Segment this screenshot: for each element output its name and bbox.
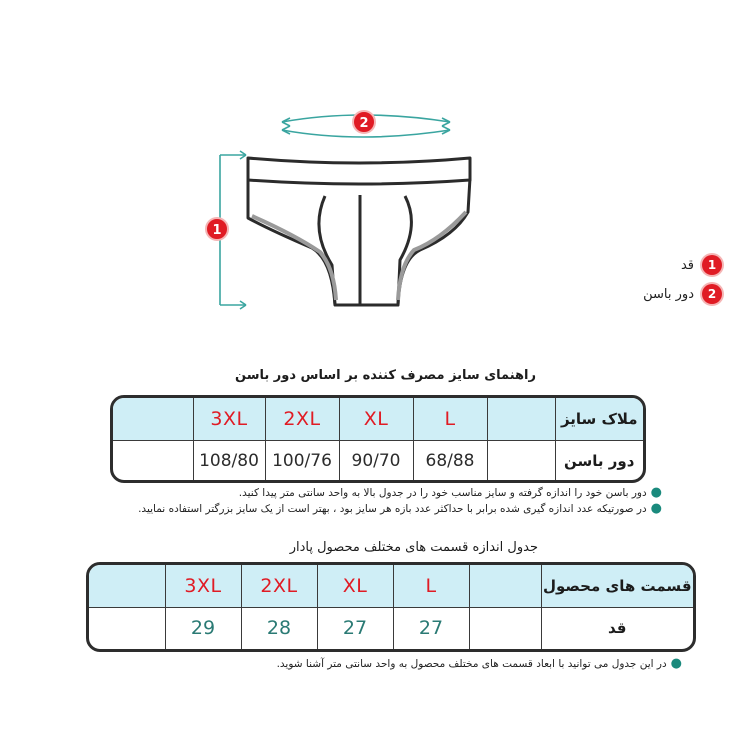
- table2-note-1: [277, 656, 682, 671]
- bullet-icon: ●: [670, 656, 682, 671]
- marker-2-label: 2: [359, 116, 369, 131]
- underwear-diagram: [200, 100, 500, 320]
- length-3xl: 29: [165, 607, 241, 649]
- length-xl: 27: [317, 607, 393, 649]
- part-size-l: L: [393, 565, 469, 607]
- legend-label-hip: دور باسن: [643, 286, 694, 302]
- size-criteria-label: ملاک سایز: [555, 398, 643, 441]
- table2-note-1-text: در این جدول می توانید با ابعاد قسمت های مختلف محصول به واحد سانتی متر آشنا شوید.: [276, 658, 667, 670]
- size-xl: XL: [339, 398, 413, 441]
- bullet-icon: ●: [650, 501, 662, 516]
- size-2xl: 2XL: [265, 398, 339, 441]
- legend-label-height: قد: [680, 257, 694, 273]
- table1-note-1-text: دور باسن خود را اندازه گرفته و سایز مناسب خود را در جدول بالا به واحد سانتی متر پیدا کنید.: [238, 487, 647, 499]
- product-parts-label: قسمت های محصول: [541, 565, 693, 607]
- table1-title: راهنمای سایز مصرف کننده بر اساس دور باسن: [235, 368, 536, 383]
- legend-badge-2: 2: [702, 284, 722, 304]
- size-3xl: 3XL: [193, 398, 265, 441]
- legend-item-height: [681, 255, 722, 275]
- length-l: 27: [393, 607, 469, 649]
- hip-2xl: 100/76: [265, 441, 339, 480]
- table1-note-2-text: در صورتیکه عدد اندازه گیری شده برابر با حداکثر عدد بازه هر سایز بود ، بهتر است از یک سایز بزرگتر استفاده نمایید.: [138, 503, 647, 515]
- hip-xl: 90/70: [339, 441, 413, 480]
- legend-badge-1: 1: [702, 255, 722, 275]
- size-guide-table: [110, 395, 646, 483]
- length-label: قد: [541, 607, 693, 649]
- marker-1-label: 1: [212, 223, 222, 238]
- size-l: L: [413, 398, 487, 441]
- table1-note-1: [239, 485, 662, 500]
- part-size-2xl: 2XL: [241, 565, 317, 607]
- part-size-xl: XL: [317, 565, 393, 607]
- length-2xl: 28: [241, 607, 317, 649]
- hip-l: 68/88: [413, 441, 487, 480]
- size-empty: [487, 398, 555, 441]
- hip-3xl: 108/80: [193, 441, 265, 480]
- table2-title: جدول اندازه قسمت های مختلف محصول پادار: [289, 540, 538, 555]
- bullet-icon: ●: [650, 485, 662, 500]
- legend-item-hip: [643, 284, 722, 304]
- product-dimensions-table: [86, 562, 696, 652]
- table1-note-2: [138, 501, 662, 516]
- underwear-outline: [248, 158, 470, 305]
- hip-empty: [487, 441, 555, 480]
- part-size-3xl: 3XL: [165, 565, 241, 607]
- hip-label: دور باسن: [555, 441, 643, 480]
